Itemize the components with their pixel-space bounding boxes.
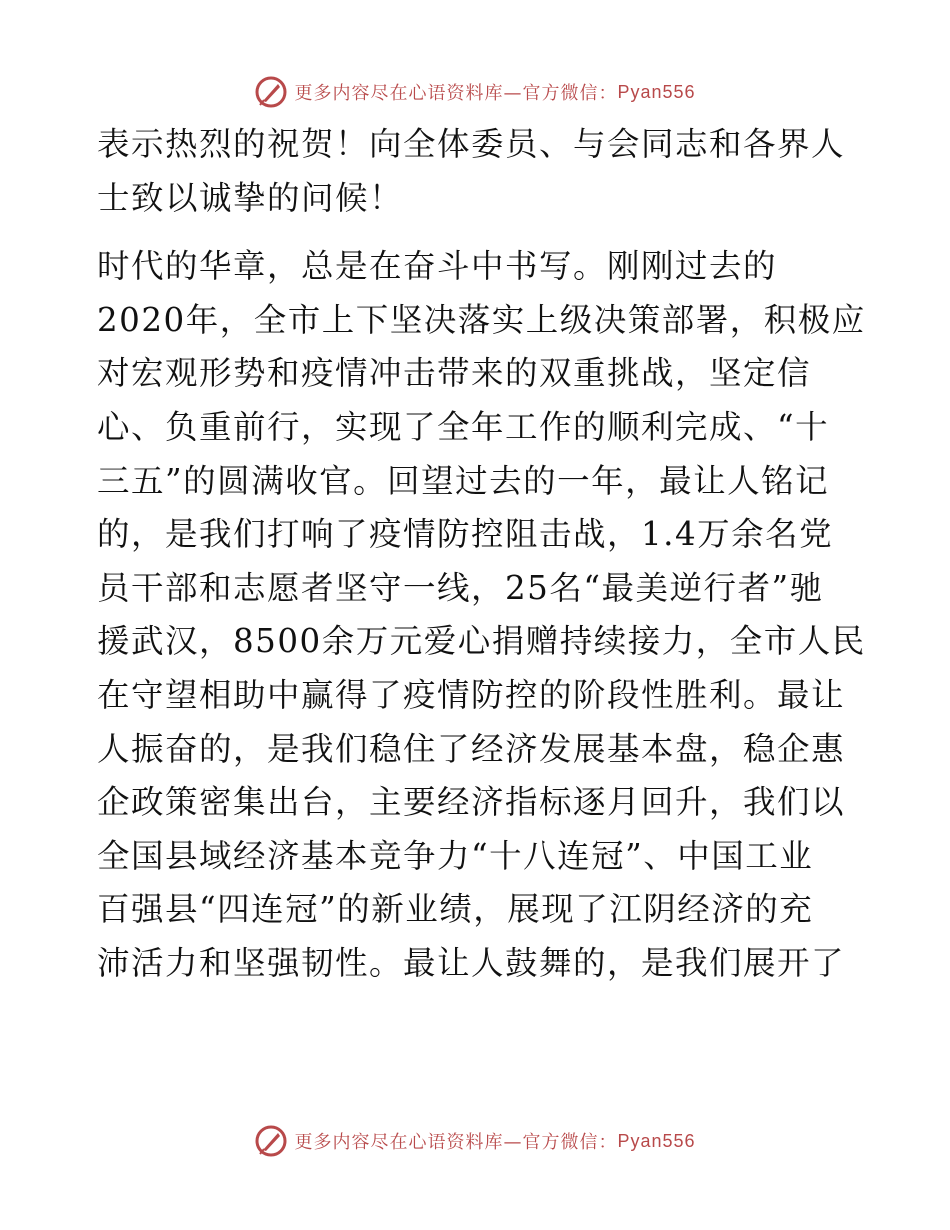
header-watermark-banner (0, 72, 950, 112)
text-line: 对宏观形势和疫情冲击带来的双重挑战，坚定信 (97, 354, 812, 393)
banner-text: 更多内容尽在心语资料库—官方微信： (294, 83, 618, 104)
text-line: 企政策密集出台，主要经济指标逐月回升，我们以 (97, 783, 846, 822)
text-line: 2020年，全市上下坚决落实上级决策部署，积极应 (97, 300, 866, 339)
text-line: 员干部和志愿者坚守一线，25名“最美逆行者”驰 (97, 568, 824, 607)
text-line: 表示热烈的祝贺！向全体委员、与会同志和各界人 (97, 125, 846, 163)
quill-logo-icon (254, 75, 288, 109)
text-line: 援武汉，8500余万元爱心捐赠持续接力，全市人民 (97, 622, 866, 661)
text-line: 时代的华章，总是在奋斗中书写。刚刚过去的 (97, 247, 778, 286)
text-line: 全国县域经济基本竞争力“十八连冠”、中国工业 (97, 836, 814, 875)
text-line: 心、负重前行，实现了全年工作的顺利完成、“十 (97, 407, 830, 446)
text-line: 三五”的圆满收官。回望过去的一年，最让人铭记 (97, 461, 830, 500)
text-line: 沛活力和坚强韧性。最让人鼓舞的，是我们展开了 (97, 943, 846, 982)
text-line: 的，是我们打响了疫情防控阻击战，1.4万余名党 (97, 515, 834, 554)
paragraph-2 (97, 240, 866, 990)
footer-watermark-banner (0, 1121, 950, 1161)
banner-handle: Pyan556 (617, 1130, 696, 1151)
quill-logo-icon (254, 1124, 288, 1158)
text-line: 在守望相助中赢得了疫情防控的阶段性胜利。最让 (97, 675, 846, 714)
text-line: 百强县“四连冠”的新业绩，展现了江阴经济的充 (97, 890, 814, 929)
paragraph-1 (97, 118, 857, 225)
banner-handle: Pyan556 (617, 81, 696, 102)
text-line: 士致以诚挚的问候！ (97, 178, 404, 217)
text-line: 人振奋的，是我们稳住了经济发展基本盘，稳企惠 (97, 729, 846, 768)
document-body (97, 118, 866, 991)
banner-text: 更多内容尽在心语资料库—官方微信： (294, 1132, 618, 1153)
